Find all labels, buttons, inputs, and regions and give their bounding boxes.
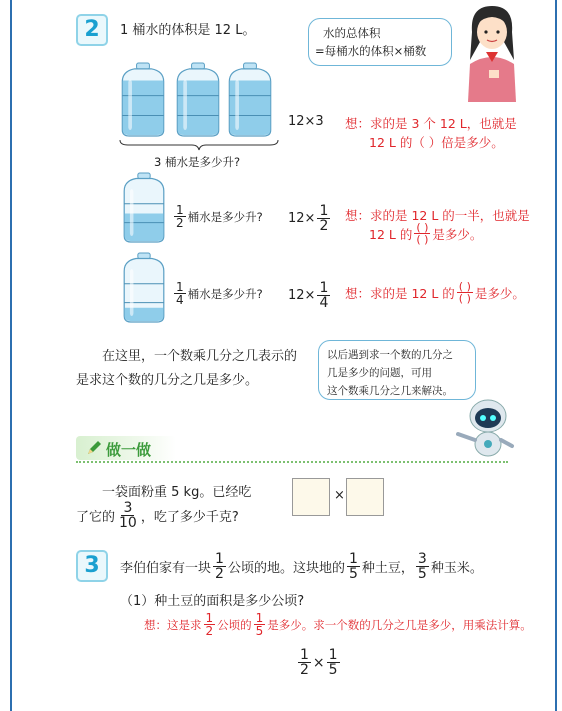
answer-box-2[interactable] — [346, 478, 384, 516]
think-row1-line1: 想：求的是 3 个 12 L，也就是 — [345, 116, 517, 131]
quarter-filled-bottle-icon — [122, 252, 166, 324]
practice-line-2: 了它的 $\frac{3}{10}$ ，吃了多少千克? — [76, 500, 239, 531]
problem-number-3: 3 — [76, 550, 108, 582]
quarter-filled-bottle-icon-wrap — [122, 252, 166, 328]
water-bottle-icon — [120, 62, 166, 138]
water-bottle-icon-wrap — [175, 62, 221, 142]
girl-speech-bubble — [308, 18, 452, 66]
problem2-statement: 1 桶水的体积是 12 L。 — [120, 23, 256, 38]
brace-icon — [118, 138, 280, 152]
robot-bubble-line-2: 几是多少的问题，可用 — [327, 367, 432, 379]
think-row3: 想：求的是 12 L 的 $\frac{( )}{( )}$ 是多少。 — [345, 280, 525, 305]
problem-number-2: 2 — [76, 14, 108, 46]
problem3-calculation: $\frac{1}{2}$ × $\frac{1}{5}$ — [300, 647, 338, 678]
textbook-page — [10, 0, 557, 711]
practice-divider — [76, 461, 508, 463]
expr-12x3: 12×3 — [288, 114, 324, 129]
summary-line-2: 是求这个数的几分之几是多少。 — [76, 373, 259, 388]
expr-12x1-2: 12× $\frac{1}{2}$ — [288, 203, 329, 234]
water-bottle-icon-wrap — [120, 62, 166, 142]
practice-title: 做一做 — [106, 441, 152, 459]
expr-12x1-4: 12× $\frac{1}{4}$ — [288, 280, 329, 311]
row3-question: $\frac{1}{4}$ 桶水是多少升? — [176, 280, 263, 307]
think-row2-line1: 想：求的是 12 L 的一半，也就是 — [345, 208, 530, 223]
bubble-line-2: =每桶水的体积×桶数 — [315, 44, 427, 58]
water-bottle-icon — [227, 62, 273, 138]
pencil-icon — [86, 440, 102, 456]
row2-question-fraction: $\frac{1}{2}$ — [176, 203, 184, 230]
problem3-question-1: （1）种土豆的面积是多少公顷? — [120, 594, 305, 609]
water-bottle-icon-wrap — [227, 62, 273, 142]
robot-speech-bubble — [318, 340, 476, 400]
robot-bubble-line-1: 以后遇到求一个数的几分之 — [327, 349, 453, 361]
bubble-line-1: 水的总体积 — [323, 26, 381, 40]
think-row2-line2: 12 L 的 $\frac{( )}{( )}$ 是多少。 — [369, 221, 483, 246]
half-filled-bottle-icon-wrap — [122, 172, 166, 248]
practice-line-1: 一袋面粉重 5 kg。已经吃 — [102, 485, 252, 500]
summary-line-1: 在这里，一个数乘几分之几表示的 — [102, 349, 298, 364]
brace-label: 3 桶水是多少升? — [154, 155, 241, 169]
times-sign: × — [334, 488, 345, 503]
row2-question: $\frac{1}{2}$ 桶水是多少升? — [176, 203, 263, 230]
problem3-think: 想：这是求 $\frac{1}{2}$ 公顷的 $\frac{1}{5}$ 是多少。求一个数的几分之几是多少，用乘法计算。 — [144, 611, 532, 638]
half-filled-bottle-icon — [122, 172, 166, 244]
problem3-statement: 李伯伯家有一块 $\frac{1}{2}$ 公顷的地。这块地的 $\frac{1}{5}$ 种土豆， $\frac{3}{5}$ 种玉米。 — [120, 551, 483, 582]
answer-box-1[interactable] — [292, 478, 330, 516]
girl-illustration — [456, 2, 526, 102]
think-row1-line2: 12 L 的（ ）倍是多少。 — [369, 135, 504, 150]
robot-bubble-line-3: 这个数乘几分之几来解决。 — [327, 385, 453, 397]
robot-illustration — [450, 396, 520, 458]
water-bottle-icon — [175, 62, 221, 138]
